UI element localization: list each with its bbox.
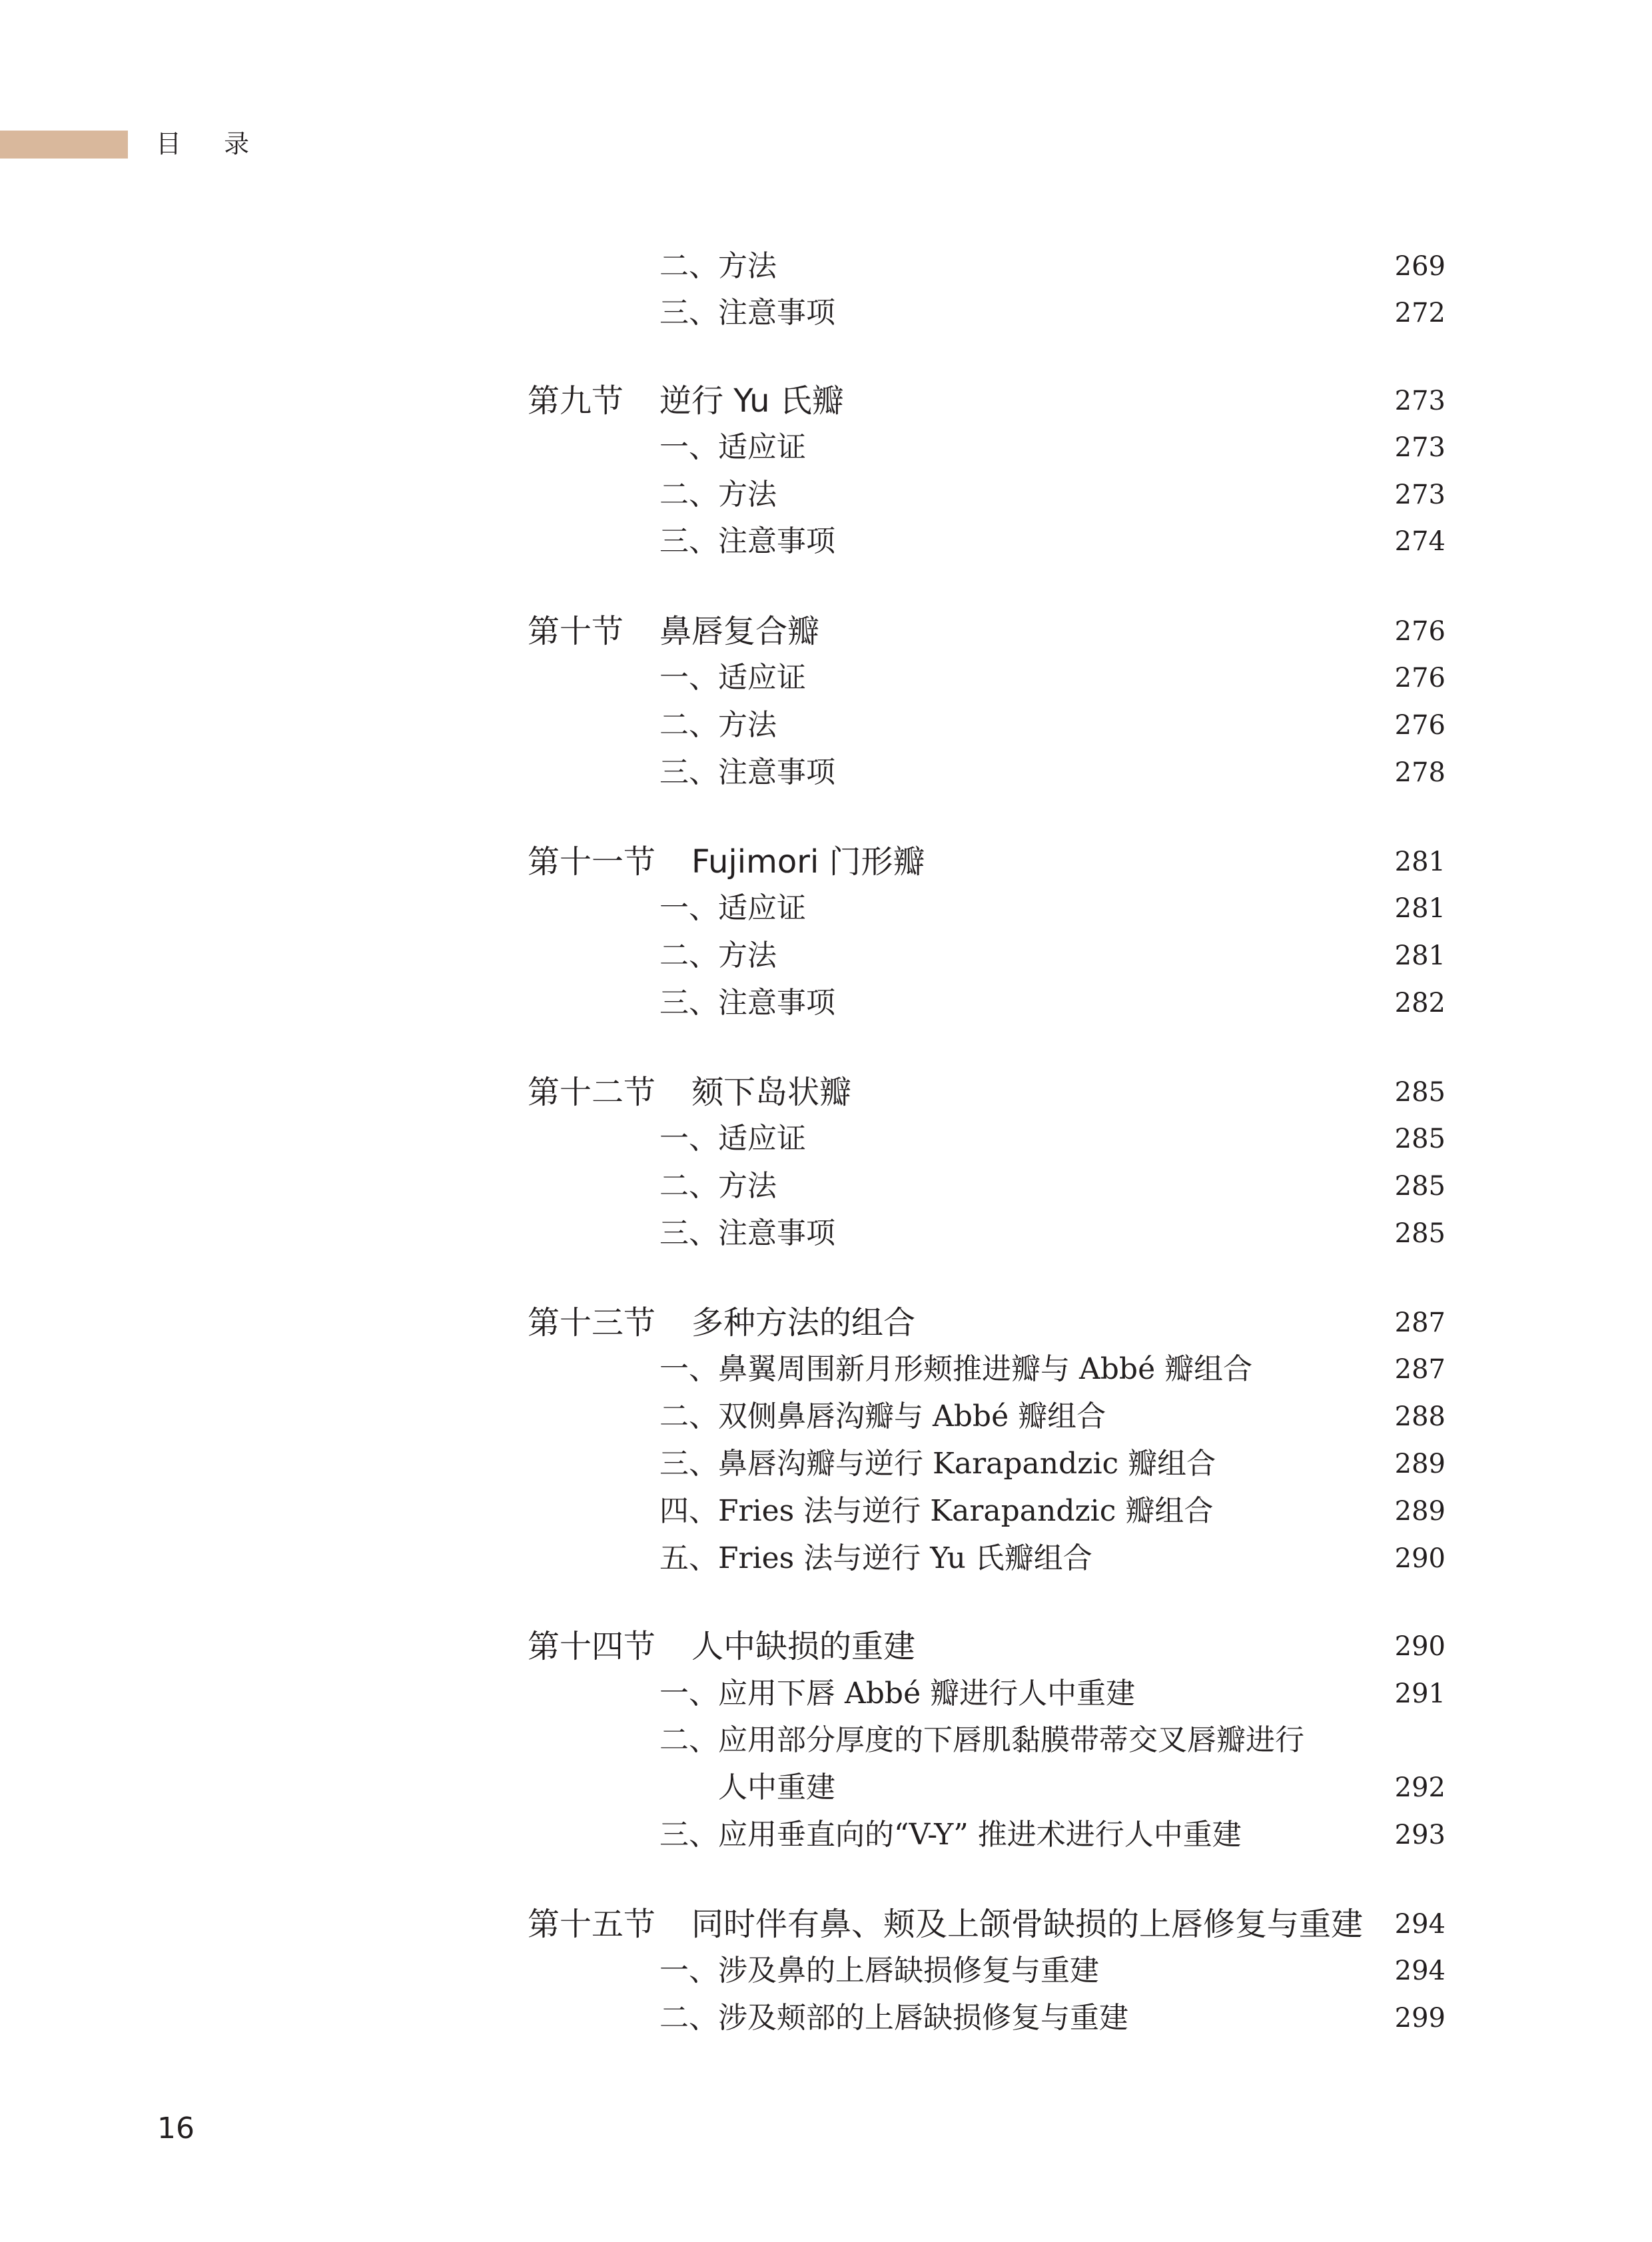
toc-entry[interactable]: [0, 1815, 1652, 1855]
toc-entry[interactable]: [0, 1166, 1652, 1206]
toc-entry-title: 二、方法: [659, 249, 777, 283]
toc-entry-title: 四、Fries 法与逆行 Karapandzic 瓣组合: [659, 1494, 1214, 1528]
section-title: 鼻唇复合瓣: [659, 613, 820, 650]
toc-entry-title: 二、方法: [659, 708, 777, 742]
header-title: 目 录: [156, 129, 267, 159]
toc-entry-continued[interactable]: [0, 1768, 1652, 1808]
section-title: 逆行 Yu 氏瓣: [659, 382, 844, 420]
toc-entry-title: 二、涉及颊部的上唇缺损修复与重建: [659, 2001, 1128, 2035]
toc-entry-page: 274: [1394, 526, 1446, 557]
toc-entry[interactable]: [0, 1119, 1652, 1159]
toc-entry[interactable]: [0, 936, 1652, 976]
toc-section[interactable]: [0, 1904, 1652, 1944]
toc-section-label: [528, 1904, 1364, 1944]
toc-entry-page: 292: [1394, 1772, 1446, 1803]
toc-entry-page: 289: [1394, 1496, 1446, 1527]
toc-entry[interactable]: [0, 889, 1652, 929]
section-title: 同时伴有鼻、颊及上颌骨缺损的上唇修复与重建: [691, 1906, 1364, 1943]
toc-entry[interactable]: [0, 1397, 1652, 1437]
toc-entry[interactable]: [0, 983, 1652, 1023]
toc-entry-page: 285: [1394, 1124, 1446, 1154]
toc-entry-page: 287: [1394, 1354, 1446, 1385]
toc-entry-title: 人中重建: [718, 1770, 835, 1804]
header-accent-bar: [0, 131, 128, 159]
toc-entry[interactable]: [0, 705, 1652, 745]
toc-entry[interactable]: [0, 1214, 1652, 1254]
toc-entry-page: 294: [1394, 1956, 1446, 1986]
toc-entry[interactable]: [0, 293, 1652, 333]
toc-entry[interactable]: [0, 522, 1652, 561]
toc-entry-title: 一、鼻翼周围新月形颊推进瓣与 Abbé 瓣组合: [659, 1352, 1253, 1386]
toc-entry[interactable]: [0, 1539, 1652, 1579]
section-title: 人中缺损的重建: [691, 1628, 916, 1665]
toc-section-label: [528, 611, 820, 651]
toc-entry-title: 三、注意事项: [659, 1216, 835, 1250]
toc-entry-page: 276: [1394, 663, 1446, 693]
section-title: Fujimori 门形瓣: [691, 843, 925, 881]
toc-section[interactable]: [0, 1627, 1652, 1667]
toc-section-page: 290: [1394, 1631, 1446, 1662]
toc-entry-title: 二、方法: [659, 1169, 777, 1203]
toc-entry-page: 281: [1394, 893, 1446, 924]
section-title: 颏下岛状瓣: [691, 1074, 852, 1111]
toc-entry-title: 三、应用垂直向的“V-Y” 推进术进行人中重建: [659, 1818, 1242, 1852]
toc-section-page: 281: [1394, 847, 1446, 877]
toc-entry-title: 二、方法: [659, 938, 777, 972]
toc-section-label: [528, 842, 925, 882]
toc-entry-title: 一、应用下唇 Abbé 瓣进行人中重建: [659, 1677, 1136, 1710]
toc-entry-page: 281: [1394, 940, 1446, 971]
toc-entry[interactable]: [0, 428, 1652, 468]
toc-entry-page: 290: [1394, 1543, 1446, 1574]
toc-entry[interactable]: [0, 246, 1652, 286]
section-number: 第十五节: [528, 1906, 656, 1943]
toc-entry-page: 289: [1394, 1449, 1446, 1479]
toc-section-label: [528, 1072, 852, 1112]
toc-entry-title: 二、应用部分厚度的下唇肌黏膜带蒂交叉唇瓣进行: [659, 1723, 1304, 1757]
toc-entry-title: 一、适应证: [659, 430, 806, 464]
toc-section-page: 276: [1394, 616, 1446, 647]
page-number: 16: [157, 2111, 195, 2145]
toc-entry-title: 一、适应证: [659, 661, 806, 695]
toc-section-page: 287: [1394, 1308, 1446, 1338]
toc-entry-title: 二、双侧鼻唇沟瓣与 Abbé 瓣组合: [659, 1399, 1106, 1433]
toc-section[interactable]: [0, 381, 1652, 421]
toc-entry-page: 288: [1394, 1401, 1446, 1432]
section-title: 多种方法的组合: [691, 1304, 916, 1341]
toc-entry-title: 一、适应证: [659, 1122, 806, 1156]
section-number: 第十一节: [528, 843, 656, 881]
toc-section-label: [528, 1303, 916, 1343]
toc-entry[interactable]: [0, 475, 1652, 515]
toc-entry[interactable]: [0, 1491, 1652, 1531]
toc-section[interactable]: [0, 842, 1652, 882]
toc-section[interactable]: [0, 1303, 1652, 1343]
toc-entry[interactable]: [0, 1444, 1652, 1484]
toc-entry[interactable]: [0, 1951, 1652, 1991]
toc-section-page: 273: [1394, 386, 1446, 416]
toc-entry-page: 273: [1394, 480, 1446, 510]
toc-section-page: 285: [1394, 1077, 1446, 1108]
toc-entry-page: 285: [1394, 1171, 1446, 1202]
section-number: 第十四节: [528, 1628, 656, 1665]
toc-entry-page: 282: [1394, 988, 1446, 1018]
section-number: 第十节: [528, 613, 624, 650]
toc-entry-title: 五、Fries 法与逆行 Yu 氏瓣组合: [659, 1541, 1092, 1575]
toc-entry-title: 三、鼻唇沟瓣与逆行 Karapandzic 瓣组合: [659, 1447, 1216, 1481]
toc-entry[interactable]: [0, 1674, 1652, 1714]
toc-entry-title: 二、方法: [659, 478, 777, 512]
toc-section-page: 294: [1394, 1909, 1446, 1940]
toc-entry[interactable]: [0, 753, 1652, 793]
toc-entry[interactable]: [0, 1349, 1652, 1389]
toc-entry[interactable]: [0, 658, 1652, 698]
toc-section[interactable]: [0, 611, 1652, 651]
section-number: 第十二节: [528, 1074, 656, 1111]
toc-entry-page: 269: [1394, 251, 1446, 282]
toc-entry-title: 一、适应证: [659, 891, 806, 925]
toc-entry-page: 285: [1394, 1218, 1446, 1249]
toc-entry-page: 291: [1394, 1679, 1446, 1709]
toc-entry-page: 293: [1394, 1820, 1446, 1850]
toc-entry-title: 三、注意事项: [659, 296, 835, 330]
section-number: 第十三节: [528, 1304, 656, 1341]
toc-entry[interactable]: [0, 1720, 1652, 1760]
toc-entry-page: 276: [1394, 710, 1446, 741]
toc-section-label: [528, 381, 844, 421]
toc-entry[interactable]: [0, 1998, 1652, 2038]
toc-entry-title: 三、注意事项: [659, 986, 835, 1020]
toc-entry-title: 一、涉及鼻的上唇缺损修复与重建: [659, 1954, 1099, 1988]
toc-section-label: [528, 1627, 916, 1667]
toc-entry-page: 272: [1394, 298, 1446, 328]
section-number: 第九节: [528, 382, 624, 420]
toc-section[interactable]: [0, 1072, 1652, 1112]
toc-entry-page: 278: [1394, 757, 1446, 788]
toc-entry-page: 273: [1394, 432, 1446, 463]
toc-entry-page: 299: [1394, 2003, 1446, 2034]
toc-entry-title: 三、注意事项: [659, 524, 835, 558]
toc-entry-title: 三、注意事项: [659, 755, 835, 789]
